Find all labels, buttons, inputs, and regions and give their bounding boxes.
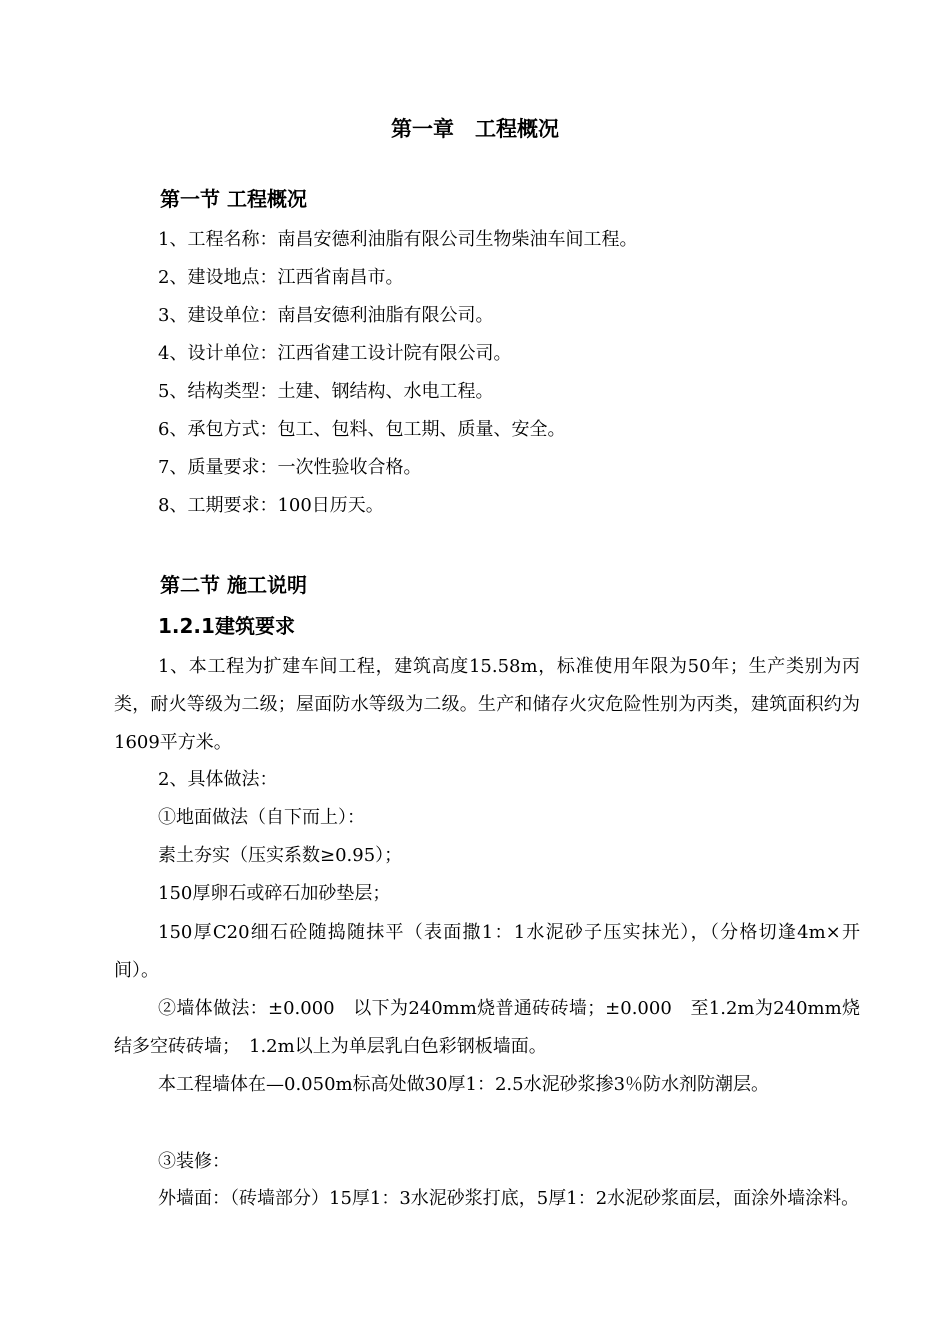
damp-proof-paragraph: 本工程墙体在—0.050m标高处做30厚1：2.5水泥砂浆掺3％防水剂防潮层。 <box>158 1074 770 1095</box>
project-info-item: 5、结构类型：土建、钢结构、水电工程。 <box>158 381 494 402</box>
section2-title: 第二节 施工说明 <box>160 573 307 597</box>
project-info-item: 7、质量要求：一次性验收合格。 <box>158 457 422 478</box>
floor-layer-gravel: 150厚卵石或碎石加砂垫层； <box>158 883 391 904</box>
floor-layer-soil: 素土夯实（压实系数≥0.95）； <box>158 845 403 866</box>
project-info-item: 1、工程名称：南昌安德利油脂有限公司生物柴油车间工程。 <box>158 229 638 250</box>
method-heading: 2、具体做法： <box>158 769 278 790</box>
subsection-title: 1.2.1建筑要求 <box>158 614 295 638</box>
project-info-item: 3、建设单位：南昌安德利油脂有限公司。 <box>158 305 494 326</box>
project-info-item: 6、承包方式：包工、包料、包工期、质量、安全。 <box>158 419 566 440</box>
floor-method-heading: ①地面做法（自下而上）： <box>158 807 365 828</box>
decoration-heading: ③装修： <box>158 1151 230 1172</box>
section1-title: 第一节 工程概况 <box>160 187 307 211</box>
wall-method-paragraph: ②墙体做法：±0.000 以下为240mm烧普通砖砖墙；±0.000 至1.2m为240mm烧结多空砖砖墙； 1.2m以上为单层乳白色彩钢板墙面。 <box>114 998 860 1057</box>
exterior-wall-paragraph: 外墙面：（砖墙部分）15厚1：3水泥砂浆打底，5厚1：2水泥砂浆面层，面涂外墙涂料。 <box>158 1188 860 1209</box>
chapter-title: 第一章 工程概况 <box>391 117 559 141</box>
floor-layer-c20-paragraph: 150厚C20细石砼随捣随抹平（表面撒1：1水泥砂子压实抹光），（分格切逢4m×开间）。 <box>114 922 860 981</box>
project-info-item: 4、设计单位：江西省建工设计院有限公司。 <box>158 343 512 364</box>
project-info-item: 8、工期要求：100日历天。 <box>158 495 384 516</box>
building-requirements-paragraph: 1、本工程为扩建车间工程，建筑高度15.58m，标准使用年限为50年；生产类别为丙类，耐火等级为二级；屋面防水等级为二级。生产和储存火灾危险性别为丙类，建筑面积约为1609平方米。 <box>114 656 860 753</box>
project-info-item: 2、建设地点：江西省南昌市。 <box>158 267 404 288</box>
